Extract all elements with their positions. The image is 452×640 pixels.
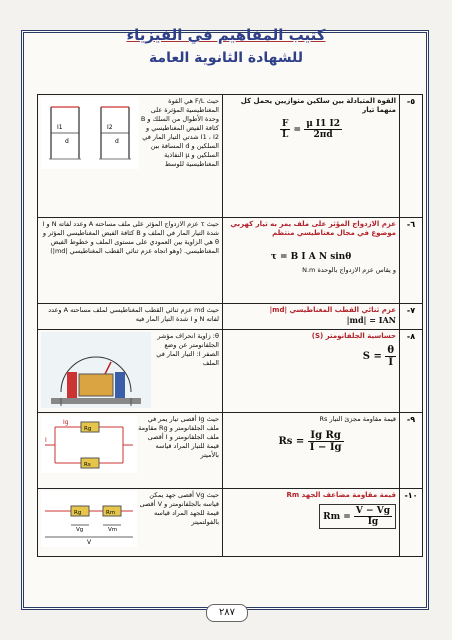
rg-label: Rg	[74, 510, 82, 516]
voltmeter-circuit-figure	[41, 491, 137, 547]
concept-cell	[223, 330, 400, 413]
explanation-text: حيث Ig أقصى تيار يمر في ملف الجلفانومتر و Rg مقاومة ملف الجلفانومتر و I أقصى قيمة للتيار المراد قياسه بالأميتر	[138, 415, 219, 459]
vm-label: Vm	[108, 527, 118, 533]
explanation-cell	[38, 218, 223, 304]
explanation-text: حيث τ عزم الازدواج المؤثر على ملف مساحته A وعدد لفاته N و I شدة التيار المار في الملف و B كثافة الفيض المغناطيسي المؤثر و θ هي الزاوية بين العمودي على مستوى الملف و خطوط الفيض المغناطيسي. (وهو اتجاه عزم ثنائي القطب المغناطيسي |md|)	[42, 220, 219, 255]
concept-cell	[223, 304, 400, 330]
concept-title: القوة المتبادلة بين سلكين متوازيين يحمل كل منهما تيار	[240, 97, 396, 114]
row-number: -٩	[400, 413, 423, 489]
concept-cell	[223, 489, 400, 557]
explanation-text: حيث Vg أقصى جهد يمكن قياسه بالجلفانومتر و V أقصى قيمة للجهد المراد قياسه بالفولتميتر	[139, 491, 219, 526]
explanation-text: حيث F/L هي القوة المغناطيسية المؤثرة على وحدة الأطوال من السلك و B كثافة الفيض المغناطيسي و I1 ، I2 شدتي التيار المار في السلكين و d المسافة بين السلكين و μ النفاذية المغناطيسية للوسط	[140, 97, 219, 168]
moment-formula: |md| = IAN	[346, 315, 396, 325]
sensitivity-formula: S = $\frac{\theta}{I}$	[362, 345, 394, 368]
concept-cell	[223, 218, 400, 304]
explanation-cell	[38, 304, 223, 330]
v-label: V	[87, 539, 92, 546]
distance-label: d	[65, 138, 69, 145]
row-number: -٧	[400, 304, 423, 330]
table-row	[38, 413, 423, 489]
page-number: ٢٨٧	[206, 604, 248, 622]
force-formula: $\frac{F}{L}$ = $\frac{\text{μ I1 I2}}{2\pi d}$	[281, 119, 340, 140]
rg-label: Rg	[84, 426, 92, 432]
concept-title: قيمة مقاومة مجزئ التيار Rs	[319, 415, 396, 423]
row-number: -٥	[400, 95, 423, 218]
row-number: -٦	[400, 218, 423, 304]
row-number: -٨	[400, 330, 423, 413]
ammeter-circuit-figure	[41, 415, 137, 473]
rm-label: Rm	[106, 510, 116, 516]
row-number: -١٠	[400, 489, 423, 557]
ig-label: Ig	[63, 419, 69, 426]
multiplier-formula: Rm = $\frac{V - Vg}{Ig}$	[226, 504, 396, 529]
table-row	[38, 218, 423, 304]
explanation-cell	[38, 330, 223, 413]
page-subtitle: للشهادة الثانوية العامة	[148, 50, 304, 66]
wire1-label: I1	[57, 124, 63, 131]
wire2-label: I2	[107, 124, 113, 131]
explanation-cell	[38, 413, 223, 489]
i-label: I	[45, 437, 47, 444]
concept-title: عزم ثنائي القطب المغناطيسي |md|	[269, 306, 396, 314]
rs-label: Rs	[84, 462, 91, 468]
distance-label: d	[115, 138, 119, 145]
unit-note: و يقاس عزم الازدواج بالوحدة N.m	[302, 266, 396, 274]
galvanometer-figure	[41, 332, 151, 408]
page-title: كتيب المفاهيم في الفيزياء	[126, 26, 326, 44]
table-row	[38, 304, 423, 330]
torque-formula: τ = B I A N sinθ	[270, 252, 352, 262]
table-row	[38, 330, 423, 413]
explanation-cell	[38, 95, 223, 218]
concept-title: عزم الازدواج المؤثر على ملف يمر به تيار كهربي موضوع في مجال مغناطيسي منتظم	[230, 220, 396, 237]
vg-label: Vg	[76, 527, 84, 533]
table-row	[38, 489, 423, 557]
concepts-table	[37, 94, 423, 557]
explanation-text: حيث md عزم ثنائي القطب المغناطيسي لملف مساحته A وعدد لفاته N و I شدة التيار المار فيه	[48, 306, 219, 323]
concept-cell	[223, 413, 400, 489]
explanation-cell	[38, 489, 223, 557]
concept-title: قيمة مقاومة مضاعف الجهد Rm	[286, 491, 396, 499]
parallel-wires-figure	[41, 97, 139, 169]
shunt-formula: Rs = $\frac{\text{Ig Rg}}{I - Ig}$	[278, 430, 342, 453]
concept-title: حساسية الجلفانومتر (S)	[311, 332, 396, 340]
table-row	[38, 95, 423, 218]
concept-cell	[223, 95, 400, 218]
explanation-text: θ: زاوية انحراف مؤشر الجلفانومتر عن وضع الصفر I: التيار المار في الملف	[156, 332, 219, 367]
